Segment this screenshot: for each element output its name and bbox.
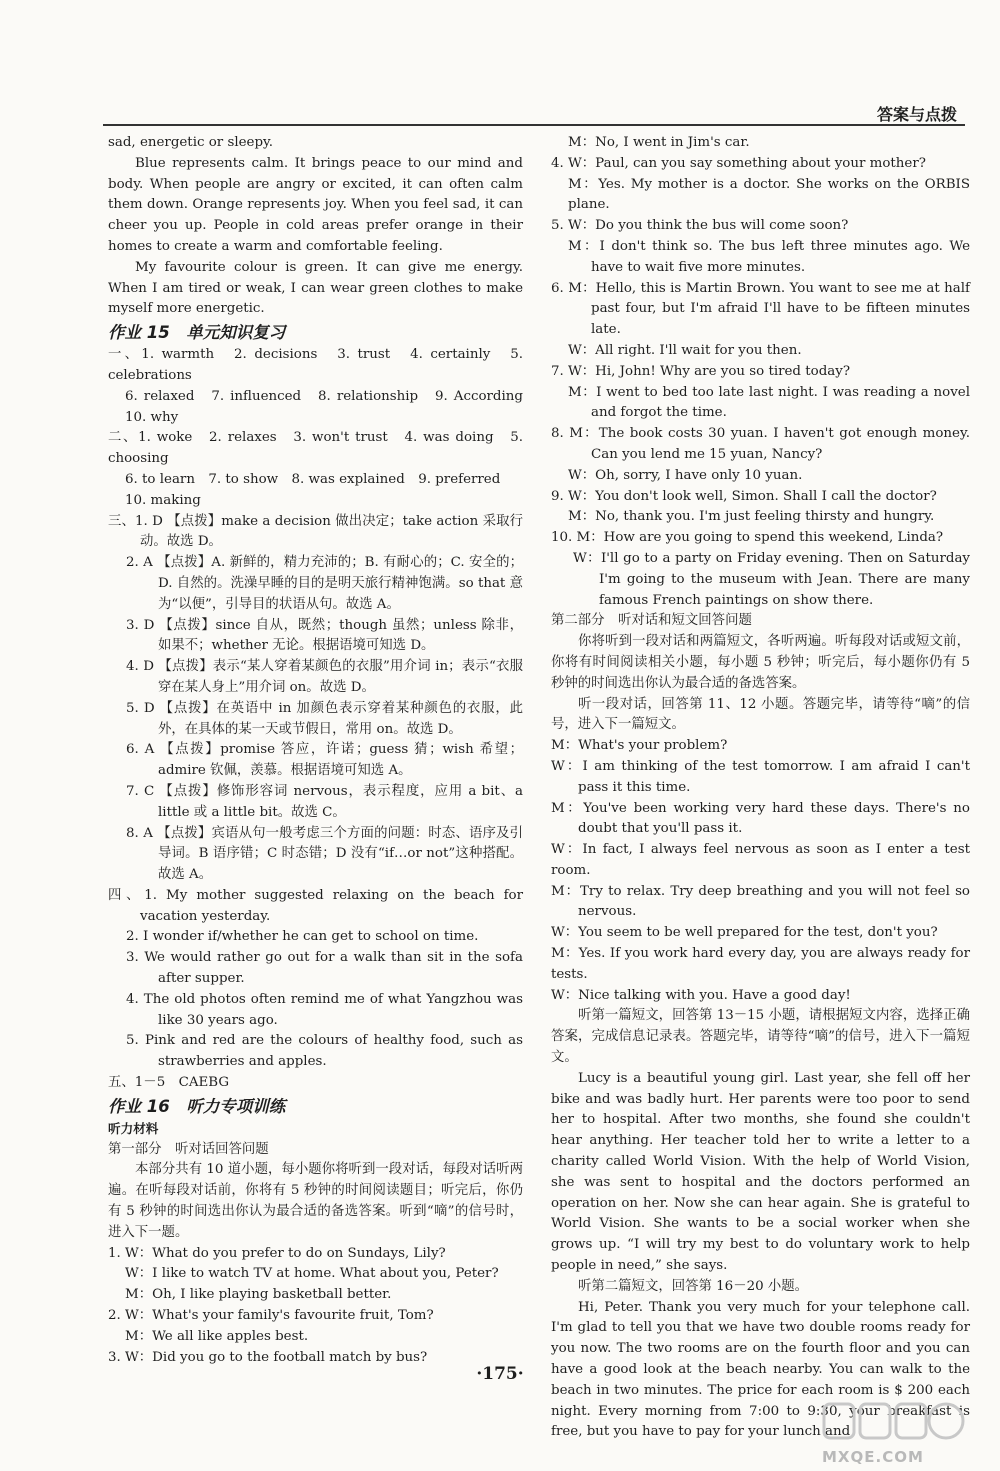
paragraph: sad, energetic or sleepy. xyxy=(108,135,274,150)
dialogue-line: W：All right. I'll wait for you then. xyxy=(568,342,802,358)
paragraph: Blue represents calm. It brings peace to our mind and body. When people are angry or excited, it can often calm them down. Orange represents joy. When you feel sad, it can cheer you up. People in cold areas prefer orange in their homes to create a warm and comfortable feeling. xyxy=(108,155,523,254)
instructions: 本部分共有 10 道小题，每小题你将听到一段对话，每段对话听两遍。在听每段对话前，你将有 5 秒钟的时间阅读题目；听完后，你仍有 5 秒钟的时间选出你认为最合适的备选答案。听到“嘀”的信号时，进入下一题。 xyxy=(108,1162,523,1240)
material-label: 听力材料 xyxy=(108,1120,159,1136)
dialogue-line: 4. W：Paul, can you say something about your mother? xyxy=(551,155,926,171)
answer-item: 4. D 【点拨】表示“某人穿着某颜色的衣服”用介词 in；表示“衣服穿在某人身上”用介词 on。故选 D。 xyxy=(126,659,523,695)
watermark-url: MXQE.COM xyxy=(822,1448,924,1466)
conversation-line: M：Yes. If you work hard every day, you are always ready for tests. xyxy=(551,946,970,982)
answer-line: 二、1. woke 2. relaxes 3. won't trust 4. was doing 5. choosing xyxy=(108,430,523,467)
dialogue-line: M：No, I went in Jim's car. xyxy=(568,135,750,150)
right-column xyxy=(551,133,970,1443)
dialogue-line: M：Yes. My mother is a doctor. She works on the ORBIS plane. xyxy=(568,176,970,213)
answer-item: 5. Pink and red are the colours of healthy food, such as strawberries and apples. xyxy=(126,1033,523,1070)
conversation-line: W：I am thinking of the test tomorrow. I am afraid I can't pass it this time. xyxy=(551,758,970,795)
answer-item: 8. A 【点拨】宾语从句一般考虑三个方面的问题：时态、语序及引导词。B 语序错；C 时态错；D 没有“if…or not”这种搭配。故选 A。 xyxy=(126,825,523,883)
dialogue-line: 7. W：Hi, John! Why are you so tired today? xyxy=(551,363,851,379)
page-header xyxy=(103,100,965,126)
answer-line: 6. relaxed 7. influenced 8. relationship 9. According 10. why xyxy=(125,388,537,425)
section-heading-15: 作业 15 单元知识复习 xyxy=(108,323,286,343)
dialogue-line: W：Oh, sorry, I have only 10 yuan. xyxy=(568,467,803,483)
answer-item: 2. A 【点拨】A. 新鲜的，精力充沛的；B. 有耐心的；C. 安全的；D. 自然的。洗澡早睡的目的是明天旅行精神饱满。so that 意为“以便”，引导目的状语从句。故选 A。 xyxy=(126,555,523,612)
answer-item: 4. The old photos often remind me of what Yangzhou was like 30 years ago. xyxy=(126,991,523,1028)
answer-item: 四、1. My mother suggested relaxing on the beach for vacation yesterday. xyxy=(108,887,523,924)
conversation-line: M：You've been working very hard these days. There's no doubt that you'll pass it. xyxy=(551,800,970,837)
dialogue-line: M：We all like apples best. xyxy=(125,1328,309,1344)
dialogue-line: M：Oh, I like playing basketball better. xyxy=(125,1287,392,1303)
dialogue-line: 5. W：Do you think the bus will come soon? xyxy=(551,218,849,234)
passage: Lucy is a beautiful young girl. Last year, she fell off her bike and was badly hurt. Her parents were too poor to send her to hospital. After two months, she found she couldn't hear anything. Her teacher told her to write a letter to a charity called World Vision. With the help of World Vision, she was sent to hospital and the doctors performed an operation on her. Now she can hear again. She is grateful to World Vision. She wants to be a social worker when she grows up. “I will try my best to do voluntary work to help people in need,” she says. xyxy=(551,1070,970,1274)
passage: Hi, Peter. Thank you very much for your telephone call. I'm glad to tell you that we have two double rooms ready for you now. The two rooms are on the fourth floor and you can have a good look at the beach nearby. You can walk to the beach in two minutes. The price for each room is $ 200 each night. Every morning from 7:00 to 9:30, your breakfast is free, but you have to pay for your lunch and xyxy=(551,1299,970,1440)
answer-line: 6. to learn 7. to show 8. was explained 9. preferred xyxy=(125,471,501,487)
instructions: 听第一篇短文，回答第 13－15 小题，请根据短文内容，选择正确答案，完成信息记录表。答题完毕，请等待“嘀”的信号，进入下一篇短文。 xyxy=(551,1008,970,1066)
answer-item: 7. C 【点拨】修饰形容词 nervous，表示程度，应用 a bit、a little 或 a little bit。故选 C。 xyxy=(126,783,523,820)
dialogue-line: 1. W：What do you prefer to do on Sundays, Lily? xyxy=(108,1245,446,1261)
answer-item: 2. I wonder if/whether he can get to school on time. xyxy=(126,929,479,945)
dialogue-line: M：I went to bed too late last night. I was reading a novel and forgot the time. xyxy=(568,384,970,421)
part-heading: 第二部分 听对话和短文回答问题 xyxy=(551,613,752,629)
conversation-line: W：Nice talking with you. Have a good day! xyxy=(551,987,851,1003)
instructions: 听一段对话，回答第 11、12 小题。答题完毕，请等待“嘀”的信号，进入下一篇短文。 xyxy=(551,696,970,733)
part-heading: 第一部分 听对话回答问题 xyxy=(108,1141,269,1157)
answer-line: 一、1. warmth 2. decisions 3. trust 4. certainly 5. celebrations xyxy=(108,347,523,383)
answer-item: 6. A 【点拨】promise 答应，许诺；guess 猜；wish 希望；admire 钦佩，羡慕。根据语境可知选 A。 xyxy=(126,742,523,779)
answer-item: 3. D 【点拨】since 自从，既然；though 虽然；unless 除非，如果不；whether 无论。根据语境可知选 D。 xyxy=(126,617,523,654)
answer-item: 三、1. D 【点拨】make a decision 做出决定；take action 采取行动。故选 D。 xyxy=(108,513,523,550)
conversation-line: W：You seem to be well prepared for the test, don't you? xyxy=(551,925,938,941)
dialogue-line: 10. M：How are you going to spend this weekend, Linda? xyxy=(551,530,944,546)
section-heading-16: 作业 16 听力专项训练 xyxy=(108,1096,286,1116)
answer-line: 10. making xyxy=(125,492,201,508)
dialogue-line: 2. W：What's your family's favourite fruit, Tom? xyxy=(108,1308,434,1324)
conversation-line: M：Try to relax. Try deep breathing and you will not feel so nervous. xyxy=(551,883,970,920)
dialogue-line: 9. W：You don't look well, Simon. Shall I call the doctor? xyxy=(551,488,937,504)
answer-item: 5. D 【点拨】在英语中 in 加颜色表示穿着某种颜色的衣服，此外，在具体的某一天或节假日，常用 on。故选 D。 xyxy=(126,700,523,737)
header-title: 答案与点拨 xyxy=(876,105,957,124)
conversation-line: W：In fact, I always feel nervous as soon as I enter a test room. xyxy=(551,842,970,878)
instructions: 你将听到一段对话和两篇短文，各听两遍。听每段对话或短文前，你将有时间阅读相关小题，每小题 5 秒钟；听完后，每小题你仍有 5 秒钟的时间选出你认为最合适的备选答案。 xyxy=(551,634,970,691)
paragraph: My favourite colour is green. It can give me energy. When I am tired or weak, I can wear green clothes to make myself more energetic. xyxy=(108,259,523,317)
dialogue-line: 6. M：Hello, this is Martin Brown. You want to see me at half past four, but I'm afraid I'll have to be fifteen minutes late. xyxy=(551,280,970,338)
dialogue-line: 3. W：Did you go to the football match by bus? xyxy=(108,1349,428,1365)
instructions: 听第二篇短文，回答第 16－20 小题。 xyxy=(578,1278,809,1294)
dialogue-line: M：I don't think so. The bus left three minutes ago. We have to wait five more minutes. xyxy=(568,238,970,275)
page-number: ·175· xyxy=(476,1364,524,1384)
answer-line: 五、1－5 CAEBG xyxy=(108,1075,230,1091)
dialogue-line: W：I like to watch TV at home. What about you, Peter? xyxy=(125,1266,499,1282)
dialogue-line: W：I'll go to a party on Friday evening. Then on Saturday I'm going to the museum with Jean. There are many famous French paintings on show there. xyxy=(573,550,970,608)
conversation-line: M：What's your problem? xyxy=(551,738,728,754)
left-column xyxy=(108,133,537,1368)
dialogue-line: M：No, thank you. I'm just feeling thirsty and hungry. xyxy=(568,509,935,525)
dialogue-line: 8. M：The book costs 30 yuan. I haven't got enough money. Can you lend me 15 yuan, Nancy? xyxy=(551,426,970,462)
answer-item: 3. We would rather go out for a walk than sit in the sofa after supper. xyxy=(126,950,523,987)
